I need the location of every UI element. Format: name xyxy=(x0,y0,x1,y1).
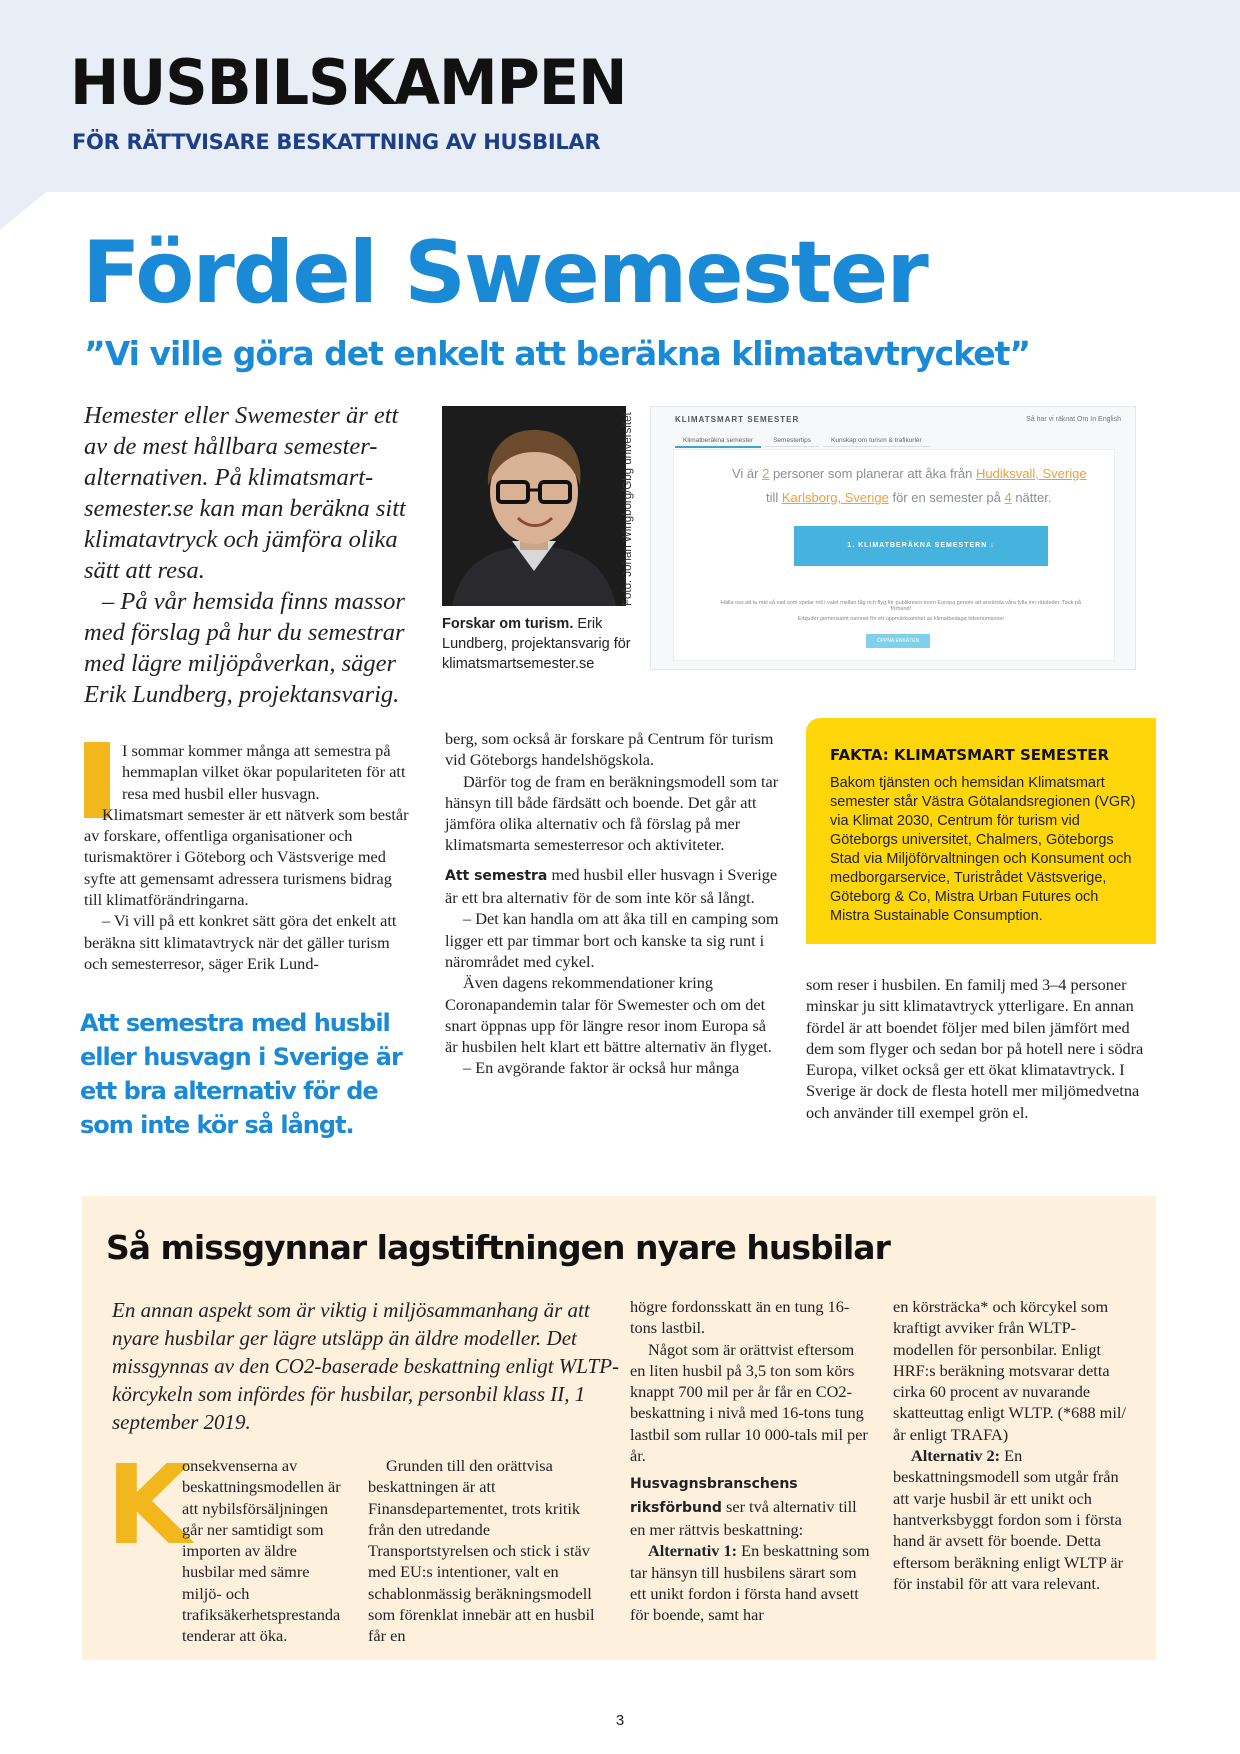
article-headline: Fördel Swemester xyxy=(82,223,927,323)
body-paragraph: Att semestra med husbil eller husvagn i Sverige är ett bra alternativ för de som inte kör så långt. xyxy=(445,864,778,908)
body-paragraph: som reser i husbilen. En familj med 3–4 personer minskar ju sitt klimatavtryck ytterligare. En annan fördel är att boendet följer med bilen jämfört med dem som flyger och sedan bor på hotell nere i södra Europa, vilket också ger ett ökat klimatavtryck. I Sverige är dock de flesta hotell mer miljömedvetna och använder till exempel grön el. xyxy=(806,975,1144,1122)
page-number: 3 xyxy=(615,1712,625,1729)
body-paragraph: Husvagnsbranschens riksförbund ser två alternativ till en mer rättvis beskattning: xyxy=(630,1476,857,1539)
box-column-2 xyxy=(368,1455,608,1647)
body-paragraph: onsekvenserna av beskattningsmodellen är att nybilsförsäljningen går ner samtidigt som importen av äldre husbilar med sämre miljö- och trafiksäkerhetsprestanda tenderar att öka. xyxy=(182,1456,341,1646)
site-title: KLIMATSMART SEMESTER xyxy=(675,415,800,424)
survey-note-2: Erbjuder gemensamt namnet för ett uppmärksamhet av klimatbedaga tidsenomsoner xyxy=(797,616,1005,622)
calculator-sentence-2: till Karlsborg, Sverige för en semester på 4 nätter. xyxy=(766,490,1052,505)
site-tab: Klimatberäkna semester xyxy=(675,435,761,448)
calculator-sentence-1: Vi är 2 personer som planerar att åka från Hudiksvall, Sverige xyxy=(732,466,1087,481)
body-paragraph: I sommar kommer många att semestra på hemmaplan vilket ökar populariteten för att resa med husbil eller husvagn. xyxy=(122,741,406,803)
caption-text: Erik Lundberg, projektansvarig för klimatsmartsemester.se xyxy=(442,616,631,672)
brand-title: HUSBILSKAMPEN xyxy=(70,46,627,119)
run-in-heading: Att semestra xyxy=(445,867,548,884)
sidebar-box-ingress: En annan aspekt som är viktig i miljösammanhang är att nyare husbilar ger lägre utsläpp än äldre modeller. Det missgynnas av den CO2-baserade beskattning enligt WLTP-körcykeln som infördes för husbilar, personbil klass II, 1 september 2019. xyxy=(112,1298,620,1434)
photo-credit-text: Foto: Johan Wingborg/Gbg universitet xyxy=(622,412,634,606)
brand-subtitle: FÖR RÄTTVISARE BESKATTNING AV HUSBILAR xyxy=(72,130,601,154)
photo-credit xyxy=(622,406,646,606)
calculate-button: 1. KLIMATBERÄKNA SEMESTERN ↓ xyxy=(794,526,1048,566)
facts-box xyxy=(806,718,1156,944)
body-paragraph: högre fordonsskatt än en tung 16-tons lastbil. xyxy=(630,1297,850,1338)
dropcap-k: K xyxy=(106,1441,192,1569)
body-paragraph: Därför tog de fram en beräkningsmodell som tar hänsyn till både färdsätt och boende. Det går att jämföra olika alternativ och få förslag på mer klimatsmarta semesterresor och aktiviteter. xyxy=(445,771,779,855)
body-paragraph: Även dagens rekommendationer kring Coronapandemin talar för Swemester och om det snart öppnas upp för längre resor inom Europa så är husbilen helt klart ett bättre alternativ än flyget. xyxy=(445,973,772,1057)
body-paragraph: Klimatsmart semester är ett nätverk som består av forskare, offentliga organisationer och turismaktörer i Göteborg och Västsverige med syfte att gemensamt adressera turismens bidrag till klimatförändringarna. xyxy=(84,804,409,910)
site-tabs xyxy=(675,435,934,448)
body-paragraph: berg, som också är forskare på Centrum för turism vid Göteborgs handelshögskola. xyxy=(445,729,774,770)
body-paragraph: – Det kan handla om att åka till en camping som ligger ett par timmar bort och kanske ta sig runt i närområdet med cykel. xyxy=(445,909,779,971)
facts-body: Bakom tjänsten och hemsidan Klimatsmart semester står Västra Götalandsregionen (VGR) via Klimat 2030, Centrum för turism vid Göteborgs universitet, Chalmers, Göteborgs Stad via Miljöförvaltningen och Konsument och medborgarservice, Turistrådet Västsverige, Göteborg & Co, Mistra Urban Futures och Mistra Sustainable Consumption. xyxy=(830,775,1136,924)
body-paragraph: en körsträcka* och körcykel som kraftigt avviker från WLTP-modellen för personbilar. Enligt HRF:s beräkning motsvarar detta cirka 60 procent av nuvarande skatteuttag enligt WLTP. (*688 mil/år enligt TRAFA) xyxy=(893,1297,1126,1444)
body-paragraph: – Vi vill på ett konkret sätt göra det enkelt att beräkna sitt klimatavtryck när det gäller turism och semesterresor, säger Erik Lund- xyxy=(84,911,397,973)
sidebar-box-title: Så missgynnar lagstiftningen nyare husbilar xyxy=(106,1228,890,1267)
box-column-1 xyxy=(106,1455,346,1647)
pull-quote: Att semestra med husbil eller husvagn i Sverige är ett bra alternativ för de som inte kör så långt. xyxy=(80,1009,402,1139)
site-nav-links: Så har vi räknat Om In English xyxy=(1026,416,1121,423)
body-paragraph: Alternativ 2: En beskattningsmodell som utgår från att varje husbil är ett unikt och hantverksbyggt fordon som i första hand är avsett för boende. Detta eftersom beräkning enligt WLTP är för instabil för att vara relevant. xyxy=(893,1446,1123,1593)
body-paragraph: – En avgörande faktor är också hur många xyxy=(463,1058,740,1078)
article-column-3 xyxy=(806,974,1146,1123)
photo-caption xyxy=(442,614,642,674)
box-column-4 xyxy=(893,1296,1133,1594)
ingress-paragraph: Hemester eller Swemester är ett av de mest hållbara semester-alternativen. På klimatsmart-semester.se kan man beräkna sitt klimatavtryck och jämföra olika sätt att resa. xyxy=(84,402,406,584)
portrait-image xyxy=(442,406,626,606)
survey-note: Hälla oss att tu mkt så vad som spelar roll i valet mellan tåg och flyg för publikresor inom Europa genom att använda våra fylla inn rätoleder. Tack på förhand! xyxy=(720,600,1082,612)
header-notch xyxy=(0,192,46,230)
caption-lead: Forskar om turism. xyxy=(442,616,574,632)
box-column-3 xyxy=(630,1296,870,1625)
article-column-1 xyxy=(84,740,414,974)
body-paragraph: Alternativ 1: En beskattning som tar hänsyn till husbilens särart som ett unikt fordon i första hand avsett för boende, samt har xyxy=(630,1541,870,1625)
body-paragraph: Något som är orättvist eftersom en liten husbil på 3,5 ton som körs knappt 700 mil per år får en CO2-beskattning i nivå med 16-tons tung lastbil som rullar 10 000-tals mil per år. xyxy=(630,1339,868,1466)
subheading: Husvagnsbranschens riksförbund xyxy=(630,1476,798,1516)
article-column-2 xyxy=(445,728,780,1079)
facts-title: FAKTA: KLIMATSMART SEMESTER xyxy=(830,746,1110,764)
calculator-card xyxy=(673,449,1115,661)
website-screenshot xyxy=(650,406,1136,670)
body-paragraph: Grunden till den orättvisa beskattningen är att Finansdepartementet, trots kritik från den utredande Transportstyrelsen och stick i stäv med EU:s intentioner, valt en schablonmässig beräkningsmodell som förenklat innebär att en husbil får en xyxy=(368,1456,595,1646)
article-deck: ”Vi ville göra det enkelt att beräkna klimatavtrycket” xyxy=(84,334,1031,373)
site-tab: Semestertips xyxy=(765,435,819,447)
portrait-photo xyxy=(442,406,626,606)
site-tab: Kunskap om turism & trafikurler xyxy=(823,435,930,447)
ingress-paragraph: – På vår hemsida finns massor med förslag på hur du semestrar med lägre miljöpåverkan, säger Erik Lundberg, projektansvarig. xyxy=(84,588,405,708)
open-survey-button: ÖPPNA ENKÄTEN xyxy=(866,634,930,648)
article-ingress xyxy=(84,400,424,710)
